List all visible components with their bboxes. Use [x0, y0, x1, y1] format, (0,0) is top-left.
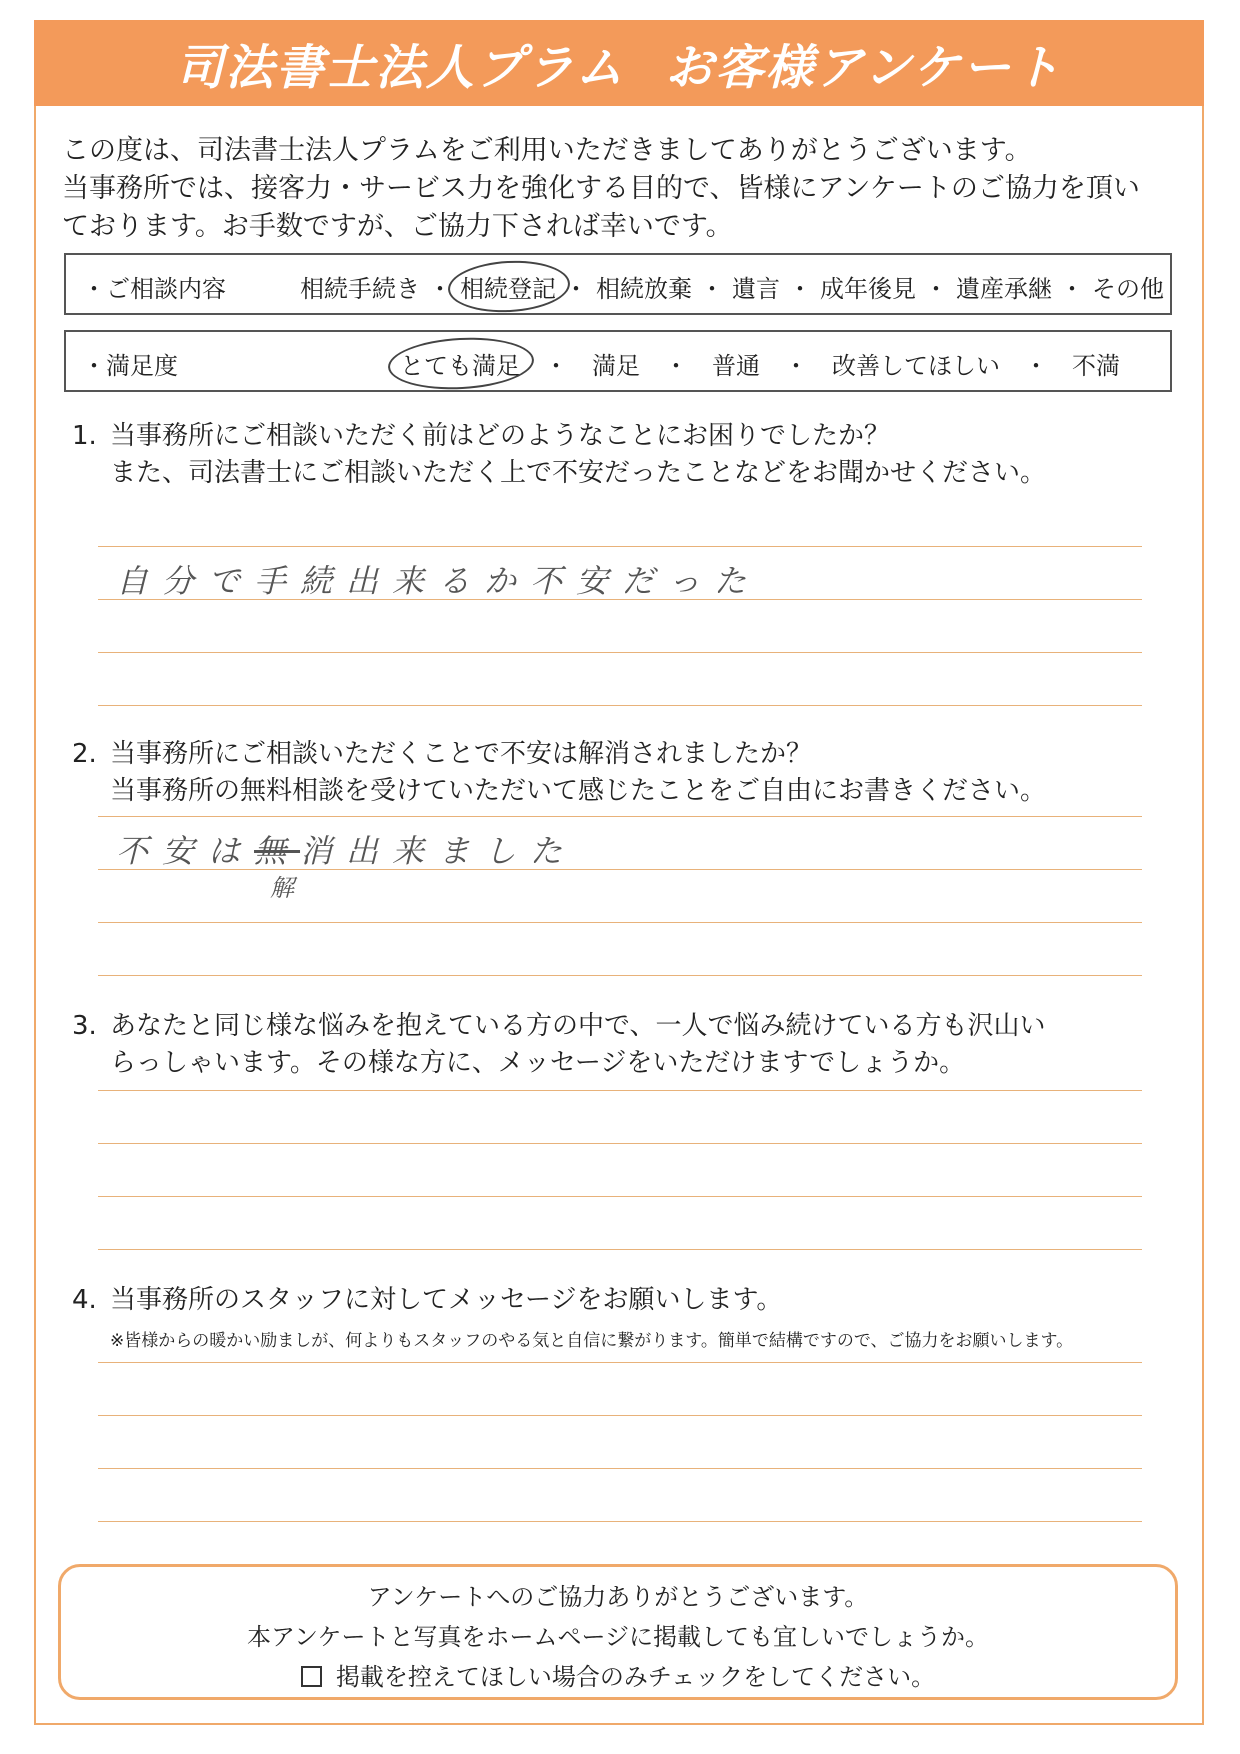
answer-line [98, 546, 1142, 547]
answer-line [98, 816, 1142, 817]
question-text: 当事務所にご相談いただくことで不安は解消されましたか？ [110, 739, 813, 769]
question-text: 当事務所にご相談いただく前はどのようなことにお困りでしたか？ [110, 421, 891, 451]
answer-line [98, 1521, 1142, 1522]
option-normal[interactable]: 普通 [712, 352, 760, 380]
answer-line [98, 922, 1142, 923]
no-publish-checkbox[interactable] [301, 1666, 322, 1687]
option-very-satisfied[interactable]: とても満足 [400, 346, 520, 381]
option-satisfied[interactable]: 満足 [592, 352, 640, 380]
footer-thanks: アンケートへのご協力ありがとうございます。 [367, 1583, 869, 1611]
title-survey: お客様アンケート [665, 39, 1063, 96]
page-title [176, 29, 1063, 98]
answer-line [98, 1249, 1142, 1250]
option-inheritance-procedure[interactable]: 相続手続き [300, 275, 420, 303]
answer-text: 消出来ました [300, 832, 577, 870]
answer-text: 不安は [116, 832, 255, 870]
struck-text: 無 [254, 832, 301, 870]
title-bar [34, 20, 1204, 106]
satisfaction-options: とても満足 ・ 満足 ・ 普通 ・ 改善してほしい ・ 不満 [400, 346, 1120, 381]
answer-line [98, 652, 1142, 653]
option-inheritance-registration[interactable]: 相続登記 [460, 269, 556, 304]
satisfaction-box [64, 330, 1172, 392]
option-will[interactable]: 遺言 [732, 275, 780, 303]
title-company: 司法書士法人プラム [175, 39, 626, 96]
option-inheritance-renunciation[interactable]: 相続放棄 [596, 275, 692, 303]
question-text: らっしゃいます。その様な方に、メッセージをいただけますでしょうか。 [110, 1048, 966, 1078]
question-2 [72, 736, 1046, 810]
question-number: 3. [72, 1011, 97, 1041]
question-number: 2. [72, 739, 97, 769]
answer-line [98, 1196, 1142, 1197]
intro-line-2: 当事務所では、接客力・サービス力を強化する目的で、皆様にアンケートのご協力を頂い [62, 173, 1140, 204]
answer-line [98, 1362, 1142, 1363]
question-number: 4. [72, 1285, 97, 1315]
intro-line-3: ております。お手数ですが、ご協力下されば幸いです。 [62, 211, 733, 242]
question-1 [72, 418, 1046, 492]
consultation-label: ・ご相談内容 [82, 275, 226, 303]
option-dissatisfied[interactable]: 不満 [1072, 352, 1120, 380]
question-text: また、司法書士にご相談いただく上で不安だったことなどをお聞かせください。 [110, 458, 1047, 488]
answer-line [98, 705, 1142, 706]
handwritten-answer-1[interactable]: 自分で手続出来るか不安だった [116, 562, 761, 600]
consultation-options: 相続手続き ・ 相続登記 ・ 相続放棄 ・ 遺言 ・ 成年後見 ・ 遺産承継 ・ その他 [300, 269, 1164, 304]
answer-line [98, 1143, 1142, 1144]
option-estate-succession[interactable]: 遺産承継 [956, 275, 1052, 303]
footer-box [58, 1564, 1178, 1700]
footer-checkbox-label: 掲載を控えてほしい場合のみチェックをしてください。 [335, 1663, 936, 1691]
option-adult-guardianship[interactable]: 成年後見 [820, 275, 916, 303]
answer-line [98, 1090, 1142, 1091]
question-text: 当事務所のスタッフに対してメッセージをお願いします。 [110, 1285, 783, 1315]
question-note: ※皆様からの暖かい励ましが、何よりもスタッフのやる気と自信に繋がります。簡単で結構ですので、ご協力をお願いします。 [110, 1331, 1074, 1351]
handwritten-answer-2[interactable] [116, 826, 576, 872]
question-text: 当事務所の無料相談を受けていただいて感じたことをご自由にお書きください。 [110, 776, 1047, 806]
option-needs-improvement[interactable]: 改善してほしい [832, 352, 1000, 380]
intro-line-1: この度は、司法書士法人プラムをご利用いただきましてありがとうございます。 [62, 135, 1032, 166]
question-3 [72, 1008, 1045, 1082]
question-4 [72, 1282, 1073, 1360]
footer-question: 本アンケートと写真をホームページに掲載しても宜しいでしょうか。 [246, 1623, 990, 1651]
answer-line [98, 975, 1142, 976]
intro-text [62, 132, 1182, 246]
answer-line [98, 1468, 1142, 1469]
satisfaction-label: ・満足度 [82, 352, 178, 380]
answer-line [98, 1415, 1142, 1416]
question-text: あなたと同じ様な悩みを抱えている方の中で、一人で悩み続けている方も沢山い [110, 1011, 1046, 1041]
footer-checkbox-row [61, 1657, 1175, 1697]
option-other[interactable]: その他 [1092, 275, 1164, 303]
handwritten-correction: 解 [270, 874, 294, 902]
question-number: 1. [72, 421, 97, 451]
consultation-box [64, 253, 1172, 315]
